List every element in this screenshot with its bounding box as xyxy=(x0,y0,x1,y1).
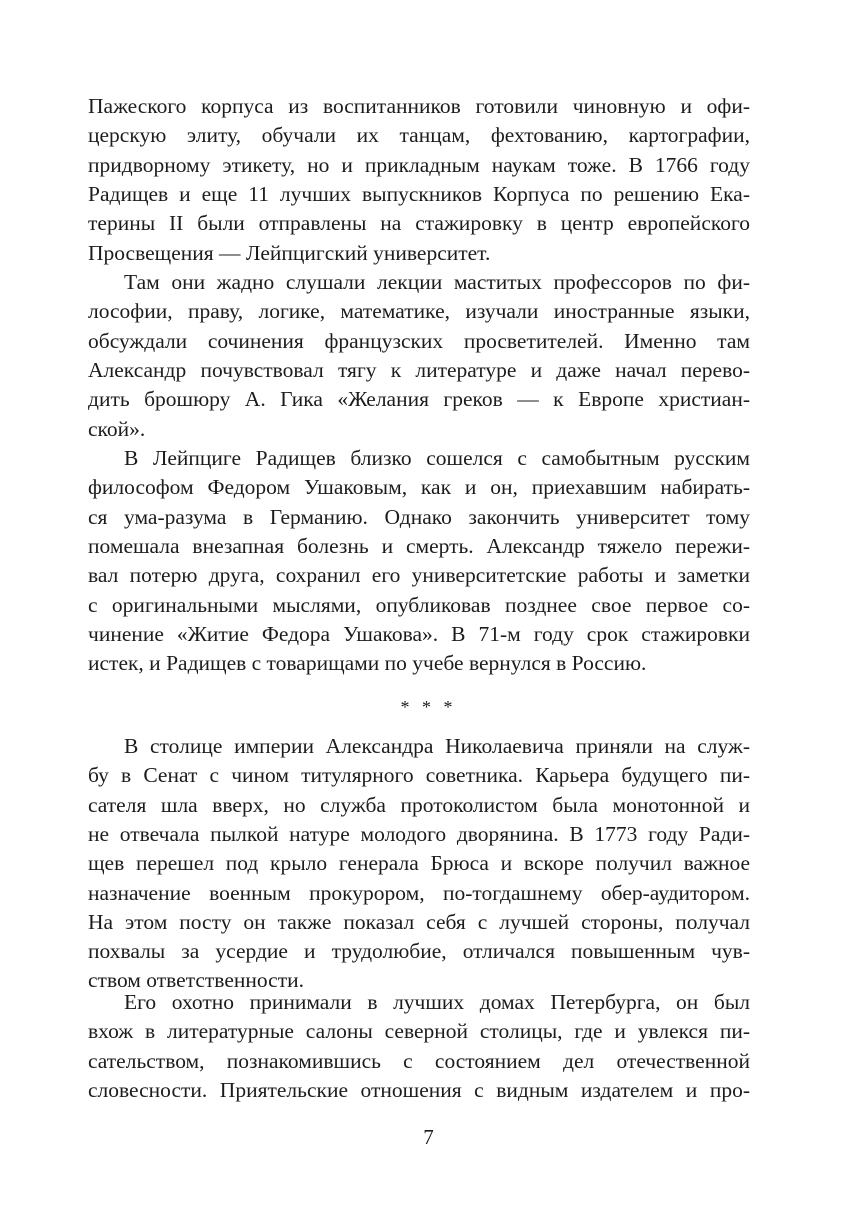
text-line: истек, и Радищев с товарищами по учебе вернулся в Россию. xyxy=(88,651,647,676)
text-line: бу в Сенат с чином титулярного советника. Карьера будущего пи- xyxy=(88,763,750,788)
text-line: ской». xyxy=(88,416,146,441)
text-line: Александр почувствовал тягу к литературе и даже начал перево- xyxy=(88,357,750,382)
text-line: назначение военным прокурором, по-тогдашнему обер-аудитором. xyxy=(88,880,750,905)
text-line: В столице империи Александра Николаевича приняли на служ- xyxy=(124,734,750,758)
text-line: церскую элиту, обучали их танцам, фехтованию, картографии, xyxy=(88,123,750,148)
text-line: дить брошюру А. Гика «Желания греков — к Европе христиан- xyxy=(88,387,750,412)
text-line: словесности. Приятельские отношения с видным издателем и про- xyxy=(88,1077,750,1102)
text-line: сателя шла вверх, но служба протоколистом была монотонной и xyxy=(88,792,750,817)
text-line: помешала внезапная болезнь и смерть. Александр тяжело пережи- xyxy=(88,533,750,558)
text-line: ся ума-разума в Германию. Однако закончить университет тому xyxy=(88,504,750,529)
text-line: с оригинальными мыслями, опубликовав позднее свое первое со- xyxy=(88,592,750,617)
text-line: обсуждали сочинения французских просветителей. Именно там xyxy=(88,328,750,353)
text-line: не отвечала пылкой натуре молодого дворянина. В 1773 году Ради- xyxy=(88,821,750,846)
text-line: философом Федором Ушаковым, как и он, приехавшим набирать- xyxy=(88,475,750,500)
text-line: вал потерю друга, сохранил его университетские работы и заметки xyxy=(88,563,750,588)
text-line: терины II были отправлены на стажировку в центр европейского xyxy=(88,211,750,236)
page-number: 7 xyxy=(423,1125,434,1149)
text-line: сательством, познакомившись с состоянием дел отечественной xyxy=(88,1048,750,1073)
text-line: щев перешел под крыло генерала Брюса и вскоре получил важное xyxy=(88,851,750,876)
text-line: Его охотно принимали в лучших домах Петербурга, он был xyxy=(124,990,750,1014)
text-line: ством ответственности. xyxy=(88,968,304,993)
text-line: Там они жадно слушали лекции маститых профессоров по фи- xyxy=(124,270,750,294)
text-line: Радищев и еще 11 лучших выпускников Корпуса по решению Ека- xyxy=(88,181,750,206)
section-separator: * * * xyxy=(400,697,457,717)
text-line: В Лейпциге Радищев близко сошелся с самобытным русским xyxy=(124,446,750,470)
text-line: придворному этикету, но и прикладным наукам тоже. В 1766 году xyxy=(88,152,750,177)
text-line: Пажеского корпуса из воспитанников готовили чиновную и офи- xyxy=(88,94,750,118)
text-line: Просвещения — Лейпцигский университет. xyxy=(88,240,491,265)
text-line: чинение «Житие Федора Ушакова». В 71-м году срок стажировки xyxy=(88,621,750,646)
text-line: лософии, праву, логике, математике, изучали иностранные языки, xyxy=(88,299,750,324)
text-line: вхож в литературные салоны северной столицы, где и увлекся пи- xyxy=(88,1019,750,1044)
text-line: На этом посту он также показал себя с лучшей стороны, получал xyxy=(88,909,750,934)
text-line: похвалы за усердие и трудолюбие, отличался повышенным чув- xyxy=(88,939,750,964)
